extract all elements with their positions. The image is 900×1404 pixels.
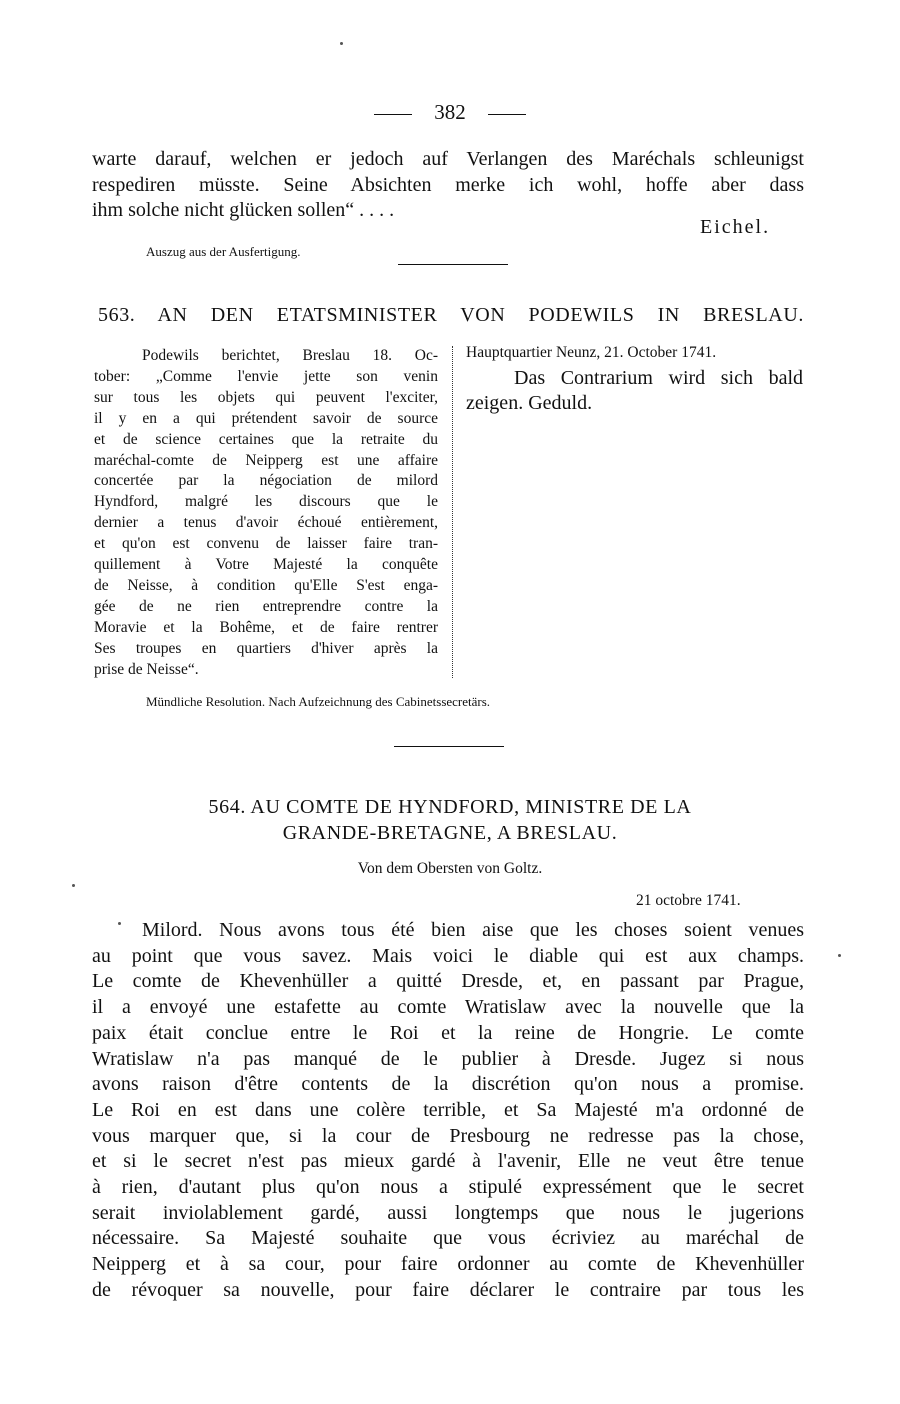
report-line: Moravie et la Bohême, et de faire rentrer: [94, 618, 438, 636]
carryover-paragraph: [92, 147, 804, 224]
body-line: paix était conclue entre le Roi et la reine de Hongrie. Le comte: [92, 1021, 804, 1044]
doc564-body: [92, 918, 804, 1304]
report-line: gée de ne rien entreprendre contre la: [94, 597, 438, 615]
doc564-sender: Von dem Obersten von Goltz.: [357, 860, 543, 877]
body-line: vous marquer que, si la cour de Presbourg ne redresse pas la chose,: [92, 1124, 804, 1147]
body-line: Neipperg et à sa cour, pour faire ordonner au comte de Khevenhüller: [92, 1253, 804, 1276]
report-line: prise de Neisse“.: [94, 660, 199, 678]
doc563-heading: 563. AN DEN ETATSMINISTER VON PODEWILS IN BRESLAU.: [98, 304, 804, 326]
scan-speck: [838, 954, 841, 957]
report-line: et qu'on est convenu de laisser faire tran-: [94, 535, 438, 553]
page-number-text: 382: [434, 100, 466, 124]
carryover-line: warte darauf, welchen er jedoch auf Verlangen des Maréchals schleunigst: [92, 148, 804, 170]
column-separator: [452, 346, 453, 678]
body-line: Milord. Nous avons tous été bien aise que les choses soient venues: [142, 919, 804, 941]
report-line: quillement à Votre Majesté la conquête: [94, 556, 438, 574]
doc564-heading-line2: GRANDE-BRETAGNE, A BRESLAU.: [282, 822, 618, 844]
report-line: et de science certaines que la retraite du: [94, 430, 438, 448]
carryover-line: respediren müsste. Seine Absichten merke ich wohl, hoffe aber dass: [92, 173, 804, 196]
page-number-right-dash: [488, 114, 526, 115]
carryover-line: ihm solche nicht glücken sollen“ . . . .: [92, 199, 395, 222]
report-line: concertée par la négociation de milord: [94, 472, 438, 490]
reply-line: Das Contrarium wird sich bald: [514, 367, 803, 389]
body-line: au point que vous savez. Mais voici le diable qui est aux champs.: [92, 944, 804, 967]
reply-line: zeigen. Geduld.: [466, 392, 593, 414]
section-divider: [394, 746, 504, 747]
body-line: Le Roi en est dans une colère terrible, et Sa Majesté m'a ordonné de: [92, 1098, 804, 1121]
report-line: sur tous les objets qui peuvent l'exciter,: [94, 388, 438, 406]
doc563-source-note: Mündliche Resolution. Nach Aufzeichnung des Cabinetssecretärs.: [146, 694, 491, 709]
doc563-report: [94, 346, 438, 681]
report-line: Hyndford, malgré les discours que le: [94, 493, 438, 511]
page-number: [0, 100, 900, 125]
body-line: à rien, d'autant plus qu'on nous a stipulé expressément que le secret: [92, 1176, 804, 1199]
signature: Eichel.: [700, 216, 771, 238]
place-date: Hauptquartier Neunz, 21. October 1741.: [466, 344, 717, 361]
page-number-left-dash: [374, 114, 412, 115]
report-line: Ses troupes en quartiers d'hiver après la: [94, 639, 438, 657]
doc564-date: 21 octobre 1741.: [636, 892, 741, 909]
body-line: nécessaire. Sa Majesté souhaite que vous écriviez au maréchal de: [92, 1227, 804, 1250]
scan-speck: [72, 884, 75, 887]
scan-speck: [340, 42, 343, 45]
report-line: il y en a qui prétendent savoir de source: [94, 409, 438, 427]
report-line: Podewils berichtet, Breslau 18. Oc-: [142, 347, 438, 364]
carryover-source-note: Auszug aus der Ausfertigung.: [146, 244, 301, 259]
report-line: dernier a tenus d'avoir échoué entièrement,: [94, 514, 438, 532]
body-line: de révoquer sa nouvelle, pour faire déclarer le contraire par tous les: [92, 1278, 804, 1301]
body-line: il a envoyé une estafette au comte Wratislaw avec la nouvelle que la: [92, 996, 804, 1019]
report-line: tober: „Comme l'envie jette son venin: [94, 367, 438, 385]
scan-speck: [118, 922, 121, 925]
body-line: avons raison d'être contents de la discrétion qu'on nous a promise.: [92, 1073, 804, 1096]
body-line: Wratislaw n'a pas manqué de le publier à Dresde. Jugez si nous: [92, 1047, 804, 1070]
section-divider: [398, 264, 508, 265]
reply-text: [466, 366, 803, 416]
body-line: Le comte de Khevenhüller a quitté Dresde, et, en passant par Prague,: [92, 970, 804, 993]
report-line: de Neisse, à condition qu'Elle S'est enga-: [94, 576, 438, 594]
body-line: serait inviolablement gardé, aussi longtemps que nous le jugerions: [92, 1201, 804, 1224]
report-line: maréchal-comte de Neipperg est une affaire: [94, 451, 438, 469]
doc563-resolution: [466, 344, 803, 416]
doc564-heading-line1: 564. AU COMTE DE HYNDFORD, MINISTRE DE LA: [208, 796, 692, 818]
body-line: et si le secret n'est pas mieux gardé à l'avenir, Elle ne veut être tenue: [92, 1150, 804, 1173]
